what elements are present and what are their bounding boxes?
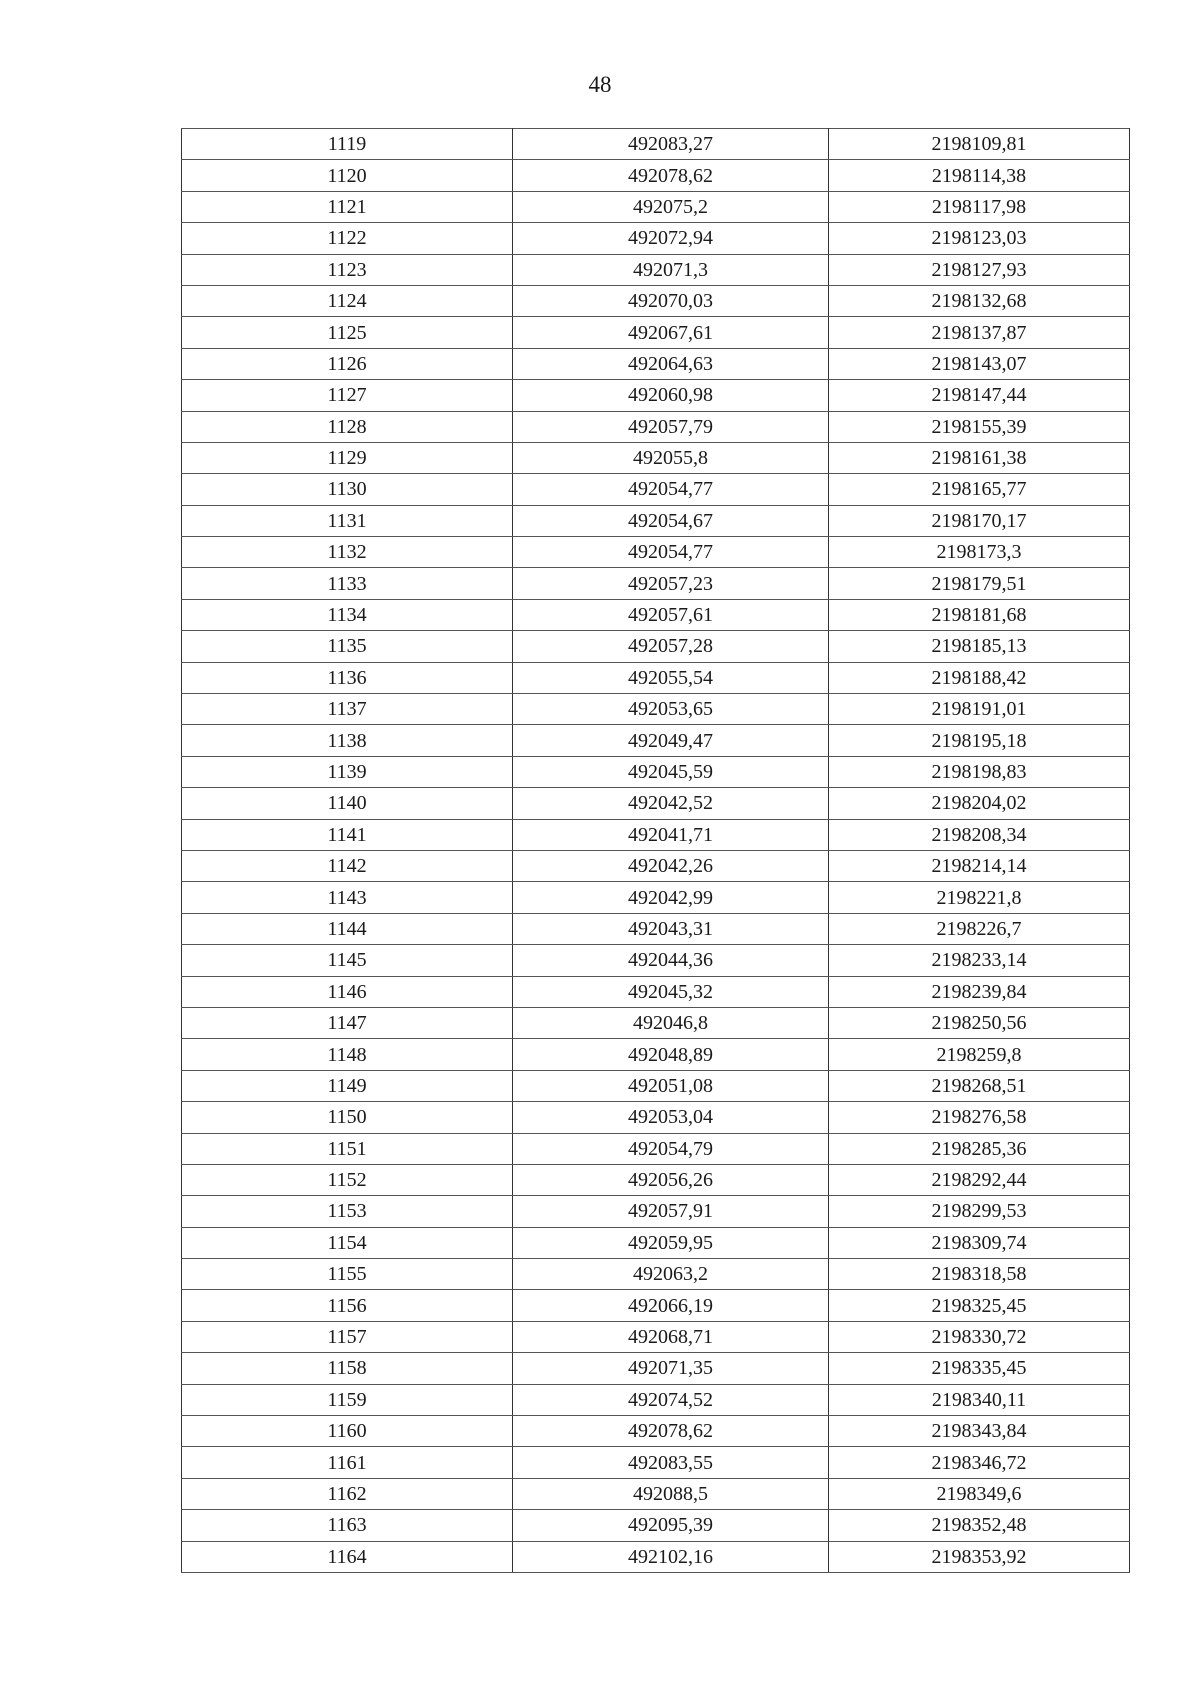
x-coordinate-cell: 492083,55 xyxy=(513,1447,829,1478)
table-row xyxy=(182,537,1130,568)
x-coordinate-cell: 492060,98 xyxy=(513,380,829,411)
point-number-cell: 1119 xyxy=(182,129,513,160)
x-coordinate-cell: 492072,94 xyxy=(513,223,829,254)
table-row xyxy=(182,1227,1130,1258)
table-row xyxy=(182,756,1130,787)
table-row xyxy=(182,1353,1130,1384)
table-row xyxy=(182,725,1130,756)
point-number-cell: 1160 xyxy=(182,1416,513,1447)
y-coordinate-cell: 2198352,48 xyxy=(829,1510,1130,1541)
y-coordinate-cell: 2198268,51 xyxy=(829,1070,1130,1101)
x-coordinate-cell: 492066,19 xyxy=(513,1290,829,1321)
y-coordinate-cell: 2198132,68 xyxy=(829,285,1130,316)
y-coordinate-cell: 2198191,01 xyxy=(829,694,1130,725)
x-coordinate-cell: 492055,8 xyxy=(513,442,829,473)
point-number-cell: 1122 xyxy=(182,223,513,254)
table-row xyxy=(182,129,1130,160)
point-number-cell: 1135 xyxy=(182,631,513,662)
y-coordinate-cell: 2198195,18 xyxy=(829,725,1130,756)
point-number-cell: 1130 xyxy=(182,474,513,505)
x-coordinate-cell: 492054,77 xyxy=(513,537,829,568)
table-row xyxy=(182,1541,1130,1572)
table-row xyxy=(182,1290,1130,1321)
table-row xyxy=(182,1416,1130,1447)
point-number-cell: 1153 xyxy=(182,1196,513,1227)
y-coordinate-cell: 2198137,87 xyxy=(829,317,1130,348)
x-coordinate-cell: 492083,27 xyxy=(513,129,829,160)
y-coordinate-cell: 2198117,98 xyxy=(829,191,1130,222)
table-row xyxy=(182,1164,1130,1195)
table-row xyxy=(182,1039,1130,1070)
y-coordinate-cell: 2198170,17 xyxy=(829,505,1130,536)
x-coordinate-cell: 492054,67 xyxy=(513,505,829,536)
y-coordinate-cell: 2198349,6 xyxy=(829,1478,1130,1509)
table-row xyxy=(182,913,1130,944)
x-coordinate-cell: 492057,23 xyxy=(513,568,829,599)
x-coordinate-cell: 492063,2 xyxy=(513,1259,829,1290)
point-number-cell: 1132 xyxy=(182,537,513,568)
y-coordinate-cell: 2198353,92 xyxy=(829,1541,1130,1572)
table-row xyxy=(182,945,1130,976)
x-coordinate-cell: 492043,31 xyxy=(513,913,829,944)
point-number-cell: 1139 xyxy=(182,756,513,787)
table-row xyxy=(182,254,1130,285)
y-coordinate-cell: 2198318,58 xyxy=(829,1259,1130,1290)
point-number-cell: 1124 xyxy=(182,285,513,316)
point-number-cell: 1146 xyxy=(182,976,513,1007)
point-number-cell: 1125 xyxy=(182,317,513,348)
x-coordinate-cell: 492071,35 xyxy=(513,1353,829,1384)
y-coordinate-cell: 2198233,14 xyxy=(829,945,1130,976)
table-row xyxy=(182,1133,1130,1164)
y-coordinate-cell: 2198188,42 xyxy=(829,662,1130,693)
table-row xyxy=(182,285,1130,316)
table-row xyxy=(182,882,1130,913)
x-coordinate-cell: 492057,79 xyxy=(513,411,829,442)
table-row xyxy=(182,1259,1130,1290)
y-coordinate-cell: 2198208,34 xyxy=(829,819,1130,850)
point-number-cell: 1152 xyxy=(182,1164,513,1195)
x-coordinate-cell: 492064,63 xyxy=(513,348,829,379)
point-number-cell: 1134 xyxy=(182,599,513,630)
x-coordinate-cell: 492102,16 xyxy=(513,1541,829,1572)
x-coordinate-cell: 492044,36 xyxy=(513,945,829,976)
x-coordinate-cell: 492059,95 xyxy=(513,1227,829,1258)
table-row xyxy=(182,380,1130,411)
point-number-cell: 1137 xyxy=(182,694,513,725)
point-number-cell: 1162 xyxy=(182,1478,513,1509)
point-number-cell: 1144 xyxy=(182,913,513,944)
y-coordinate-cell: 2198204,02 xyxy=(829,788,1130,819)
y-coordinate-cell: 2198198,83 xyxy=(829,756,1130,787)
y-coordinate-cell: 2198127,93 xyxy=(829,254,1130,285)
x-coordinate-cell: 492068,71 xyxy=(513,1321,829,1352)
table-row xyxy=(182,1196,1130,1227)
table-row xyxy=(182,1007,1130,1038)
table-row xyxy=(182,442,1130,473)
x-coordinate-cell: 492088,5 xyxy=(513,1478,829,1509)
y-coordinate-cell: 2198143,07 xyxy=(829,348,1130,379)
table-row xyxy=(182,1321,1130,1352)
y-coordinate-cell: 2198292,44 xyxy=(829,1164,1130,1195)
point-number-cell: 1136 xyxy=(182,662,513,693)
y-coordinate-cell: 2198325,45 xyxy=(829,1290,1130,1321)
table-row xyxy=(182,1070,1130,1101)
table-row xyxy=(182,599,1130,630)
point-number-cell: 1126 xyxy=(182,348,513,379)
point-number-cell: 1129 xyxy=(182,442,513,473)
point-number-cell: 1148 xyxy=(182,1039,513,1070)
table-row xyxy=(182,850,1130,881)
coordinates-table xyxy=(181,128,1130,1573)
y-coordinate-cell: 2198109,81 xyxy=(829,129,1130,160)
y-coordinate-cell: 2198155,39 xyxy=(829,411,1130,442)
point-number-cell: 1163 xyxy=(182,1510,513,1541)
y-coordinate-cell: 2198123,03 xyxy=(829,223,1130,254)
y-coordinate-cell: 2198161,38 xyxy=(829,442,1130,473)
table-row xyxy=(182,662,1130,693)
point-number-cell: 1155 xyxy=(182,1259,513,1290)
point-number-cell: 1133 xyxy=(182,568,513,599)
point-number-cell: 1120 xyxy=(182,160,513,191)
x-coordinate-cell: 492078,62 xyxy=(513,1416,829,1447)
point-number-cell: 1159 xyxy=(182,1384,513,1415)
page-number: 48 xyxy=(588,72,612,97)
x-coordinate-cell: 492053,65 xyxy=(513,694,829,725)
point-number-cell: 1156 xyxy=(182,1290,513,1321)
point-number-cell: 1161 xyxy=(182,1447,513,1478)
x-coordinate-cell: 492070,03 xyxy=(513,285,829,316)
y-coordinate-cell: 2198285,36 xyxy=(829,1133,1130,1164)
table-row xyxy=(182,1102,1130,1133)
table-row xyxy=(182,788,1130,819)
point-number-cell: 1150 xyxy=(182,1102,513,1133)
y-coordinate-cell: 2198221,8 xyxy=(829,882,1130,913)
point-number-cell: 1143 xyxy=(182,882,513,913)
y-coordinate-cell: 2198226,7 xyxy=(829,913,1130,944)
table-row xyxy=(182,317,1130,348)
x-coordinate-cell: 492051,08 xyxy=(513,1070,829,1101)
x-coordinate-cell: 492054,79 xyxy=(513,1133,829,1164)
point-number-cell: 1147 xyxy=(182,1007,513,1038)
point-number-cell: 1154 xyxy=(182,1227,513,1258)
point-number-cell: 1145 xyxy=(182,945,513,976)
x-coordinate-cell: 492074,52 xyxy=(513,1384,829,1415)
x-coordinate-cell: 492048,89 xyxy=(513,1039,829,1070)
y-coordinate-cell: 2198299,53 xyxy=(829,1196,1130,1227)
x-coordinate-cell: 492078,62 xyxy=(513,160,829,191)
x-coordinate-cell: 492057,91 xyxy=(513,1196,829,1227)
x-coordinate-cell: 492056,26 xyxy=(513,1164,829,1195)
y-coordinate-cell: 2198335,45 xyxy=(829,1353,1130,1384)
x-coordinate-cell: 492057,61 xyxy=(513,599,829,630)
table-row xyxy=(182,411,1130,442)
table-row xyxy=(182,1447,1130,1478)
y-coordinate-cell: 2198185,13 xyxy=(829,631,1130,662)
point-number-cell: 1141 xyxy=(182,819,513,850)
y-coordinate-cell: 2198181,68 xyxy=(829,599,1130,630)
table-row xyxy=(182,160,1130,191)
x-coordinate-cell: 492045,32 xyxy=(513,976,829,1007)
point-number-cell: 1123 xyxy=(182,254,513,285)
x-coordinate-cell: 492045,59 xyxy=(513,756,829,787)
y-coordinate-cell: 2198276,58 xyxy=(829,1102,1130,1133)
point-number-cell: 1138 xyxy=(182,725,513,756)
point-number-cell: 1128 xyxy=(182,411,513,442)
table-row xyxy=(182,694,1130,725)
y-coordinate-cell: 2198309,74 xyxy=(829,1227,1130,1258)
point-number-cell: 1140 xyxy=(182,788,513,819)
x-coordinate-cell: 492055,54 xyxy=(513,662,829,693)
table-row xyxy=(182,1384,1130,1415)
x-coordinate-cell: 492042,52 xyxy=(513,788,829,819)
point-number-cell: 1131 xyxy=(182,505,513,536)
y-coordinate-cell: 2198340,11 xyxy=(829,1384,1130,1415)
table-row xyxy=(182,191,1130,222)
y-coordinate-cell: 2198173,3 xyxy=(829,537,1130,568)
y-coordinate-cell: 2198165,77 xyxy=(829,474,1130,505)
x-coordinate-cell: 492042,99 xyxy=(513,882,829,913)
table-row xyxy=(182,819,1130,850)
table-row xyxy=(182,631,1130,662)
y-coordinate-cell: 2198259,8 xyxy=(829,1039,1130,1070)
point-number-cell: 1127 xyxy=(182,380,513,411)
coordinates-table-body xyxy=(182,129,1130,1573)
table-row xyxy=(182,976,1130,1007)
x-coordinate-cell: 492049,47 xyxy=(513,725,829,756)
x-coordinate-cell: 492075,2 xyxy=(513,191,829,222)
y-coordinate-cell: 2198346,72 xyxy=(829,1447,1130,1478)
y-coordinate-cell: 2198343,84 xyxy=(829,1416,1130,1447)
x-coordinate-cell: 492057,28 xyxy=(513,631,829,662)
point-number-cell: 1142 xyxy=(182,850,513,881)
point-number-cell: 1164 xyxy=(182,1541,513,1572)
y-coordinate-cell: 2198114,38 xyxy=(829,160,1130,191)
x-coordinate-cell: 492071,3 xyxy=(513,254,829,285)
x-coordinate-cell: 492095,39 xyxy=(513,1510,829,1541)
x-coordinate-cell: 492067,61 xyxy=(513,317,829,348)
y-coordinate-cell: 2198147,44 xyxy=(829,380,1130,411)
table-row xyxy=(182,474,1130,505)
table-row xyxy=(182,1510,1130,1541)
table-row xyxy=(182,223,1130,254)
point-number-cell: 1158 xyxy=(182,1353,513,1384)
y-coordinate-cell: 2198250,56 xyxy=(829,1007,1130,1038)
y-coordinate-cell: 2198179,51 xyxy=(829,568,1130,599)
table-row xyxy=(182,505,1130,536)
y-coordinate-cell: 2198239,84 xyxy=(829,976,1130,1007)
point-number-cell: 1121 xyxy=(182,191,513,222)
y-coordinate-cell: 2198214,14 xyxy=(829,850,1130,881)
x-coordinate-cell: 492046,8 xyxy=(513,1007,829,1038)
x-coordinate-cell: 492042,26 xyxy=(513,850,829,881)
x-coordinate-cell: 492054,77 xyxy=(513,474,829,505)
y-coordinate-cell: 2198330,72 xyxy=(829,1321,1130,1352)
point-number-cell: 1149 xyxy=(182,1070,513,1101)
table-row xyxy=(182,1478,1130,1509)
point-number-cell: 1157 xyxy=(182,1321,513,1352)
table-row xyxy=(182,568,1130,599)
point-number-cell: 1151 xyxy=(182,1133,513,1164)
x-coordinate-cell: 492041,71 xyxy=(513,819,829,850)
x-coordinate-cell: 492053,04 xyxy=(513,1102,829,1133)
table-row xyxy=(182,348,1130,379)
